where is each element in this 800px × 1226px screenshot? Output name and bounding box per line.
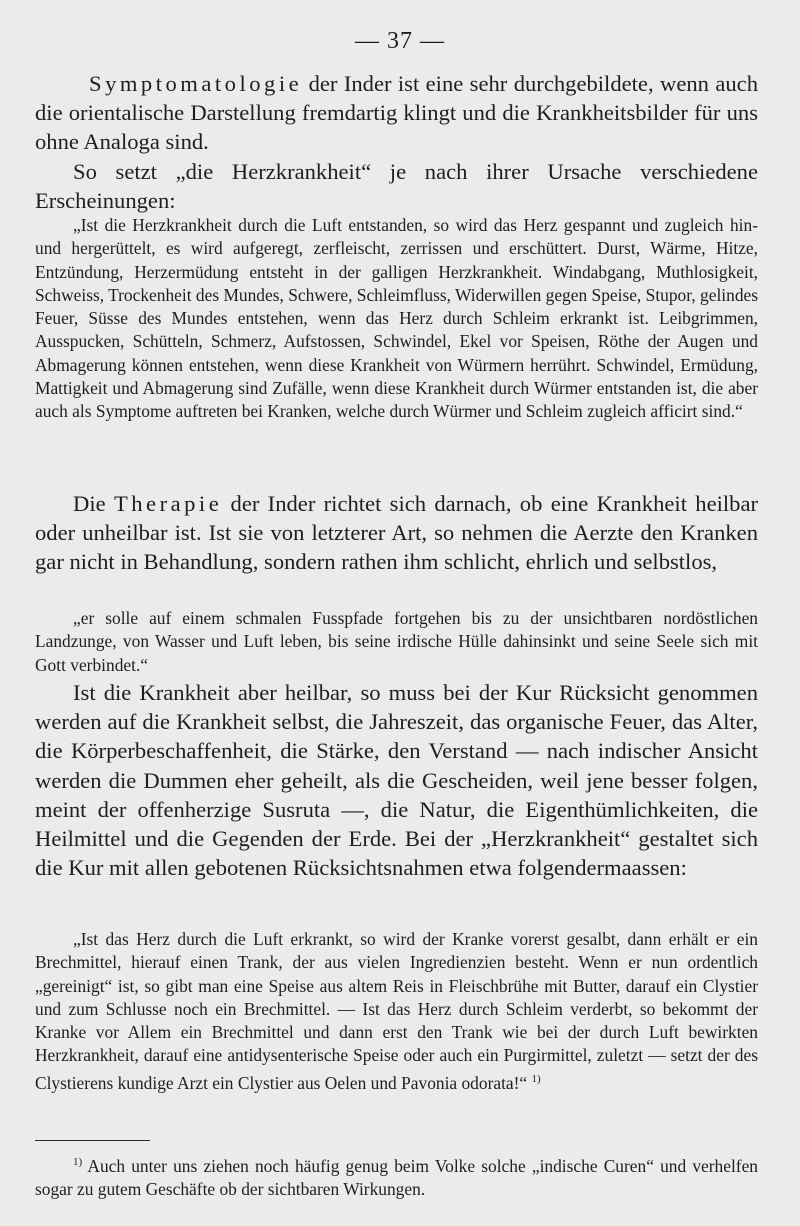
footnote-text: Auch unter uns ziehen noch häufig genug beim Volke solche „indische Curen“ und verhelfen sogar zu gutem Geschäfte ob der sichtbaren Wirkungen. [35, 1155, 758, 1200]
footnote-mark: 1) [73, 1156, 83, 1168]
paragraph-therapy [35, 489, 758, 577]
spaced-term: Therapie [113, 491, 223, 516]
paragraph-text-lead: Die [73, 491, 114, 516]
quote-treatment [35, 928, 758, 1095]
quote-symptoms: „Ist die Herzkrankheit durch die Luft entstanden, so wird das Herz gespannt und zugleich hin- und hergerüttelt, es wird aufgeregt, zerfleischt, zerrissen und erschüttert. Durst, Wärme, Hitze, Entzündung, Herzermüdung entsteht in der galligen Herzkrankheit. Windabgang, Muthlosigkeit, Schweiss, Trockenheit des Mundes, Schwere, Schleimfluss, Widerwillen gegen Speise, Stupor, gelindes Feuer, Süsse des Mundes entstehen, wenn das Herz durch Schleim erkrankt ist. Leibgrimmen, Ausspucken, Schütteln, Schmerz, Aufstossen, Schwindel, Ekel vor Speisen, Röthe der Augen und Abmagerung können entstehen, wenn diese Krankheit von Würmern herrührt. Schwindel, Ermüdung, Mattigkeit und Abmagerung sind Zufälle, wenn diese Krankheit durch Würmer entstanden ist, die aber auch als Symptome auftreten bei Kranken, welche durch Würmer und Schleim zugleich afficirt sind.“ [35, 215, 758, 422]
paragraph-symptomatology [35, 69, 758, 157]
paragraph-curable: Ist die Krankheit aber heilbar, so muss bei der Kur Rücksicht genommen werden auf die Krankheit selbst, die Jahreszeit, das organische Feuer, das Alter, die Körperbeschaffenheit, die Stärke, den Verstand — nach indischer Ansicht werden die Dummen eher geheilt, als die Gescheiden, weil jene besser folgen, meint der offenherzige Susruta —, die Natur, die Eigenthümlichkeiten, die Heilmittel und die Gegenden der Erde. Bei der „Herzkrankheit“ gestaltet sich die Kur mit allen gebotenen Rücksichtsnahmen etwa folgendermaassen: [35, 680, 758, 881]
paragraph-text: der Inder richtet sich darnach, ob eine Krankheit heilbar oder unheilbar ist. Ist sie von letzterer Art, so nehmen die Aerzte den Kranken gar nicht in Behandlung, sondern rathen ihm schlicht, ehrlich und selbstlos, [35, 491, 758, 575]
page-number: — 37 — [355, 28, 445, 54]
footnote-reference: 1) [531, 1072, 541, 1085]
paragraph-herzkrankheit-intro: So setzt „die Herzkrankheit“ je nach ihrer Ursache verschiedene Erscheinungen: [35, 159, 758, 214]
quote-text: „Ist das Herz durch die Luft erkrankt, so wird der Kranke vorerst gesalbt, dann erhält er ein Brechmittel, hierauf einen Trank, der aus vielen Ingredienzien besteht. Wenn er nun ordentlich „gereinigt“ ist, so gibt man eine Speise aus altem Reis in Fleischbrühe mit Butter, darauf ein Clystier und zum Schlusse noch ein Brechmittel. — Ist das Herz durch Schleim verderbt, so bekommt der Kranke vor Allem ein Brechmittel und dann erst den Trank wie bei der durch Luft bewirkten Herzkrankheit, darauf eine antidysenterische Speise oder auch ein Purgirmittel, zuletzt — setzt der des Clystierens kundige Arzt ein Clystier aus Oelen und Pavonia odorata!“ [35, 929, 758, 1093]
footnote-divider [35, 1140, 150, 1141]
spaced-term: Symptomatologie [89, 71, 303, 96]
paragraph-text: der Inder ist eine sehr durchgebildete, wenn auch die orientalische Darstellung fremdartig klingt und die Krankheitsbilder für uns ohne Analoga sind. [35, 71, 758, 155]
quote-incurable: „er solle auf einem schmalen Fusspfade fortgehen bis zu der unsichtbaren nordöstlichen Landzunge, von Wasser und Luft leben, bis seine irdische Hülle dahinsinkt und seine Seele sich mit Gott verbindet.“ [35, 608, 758, 675]
footnote [35, 1151, 758, 1201]
